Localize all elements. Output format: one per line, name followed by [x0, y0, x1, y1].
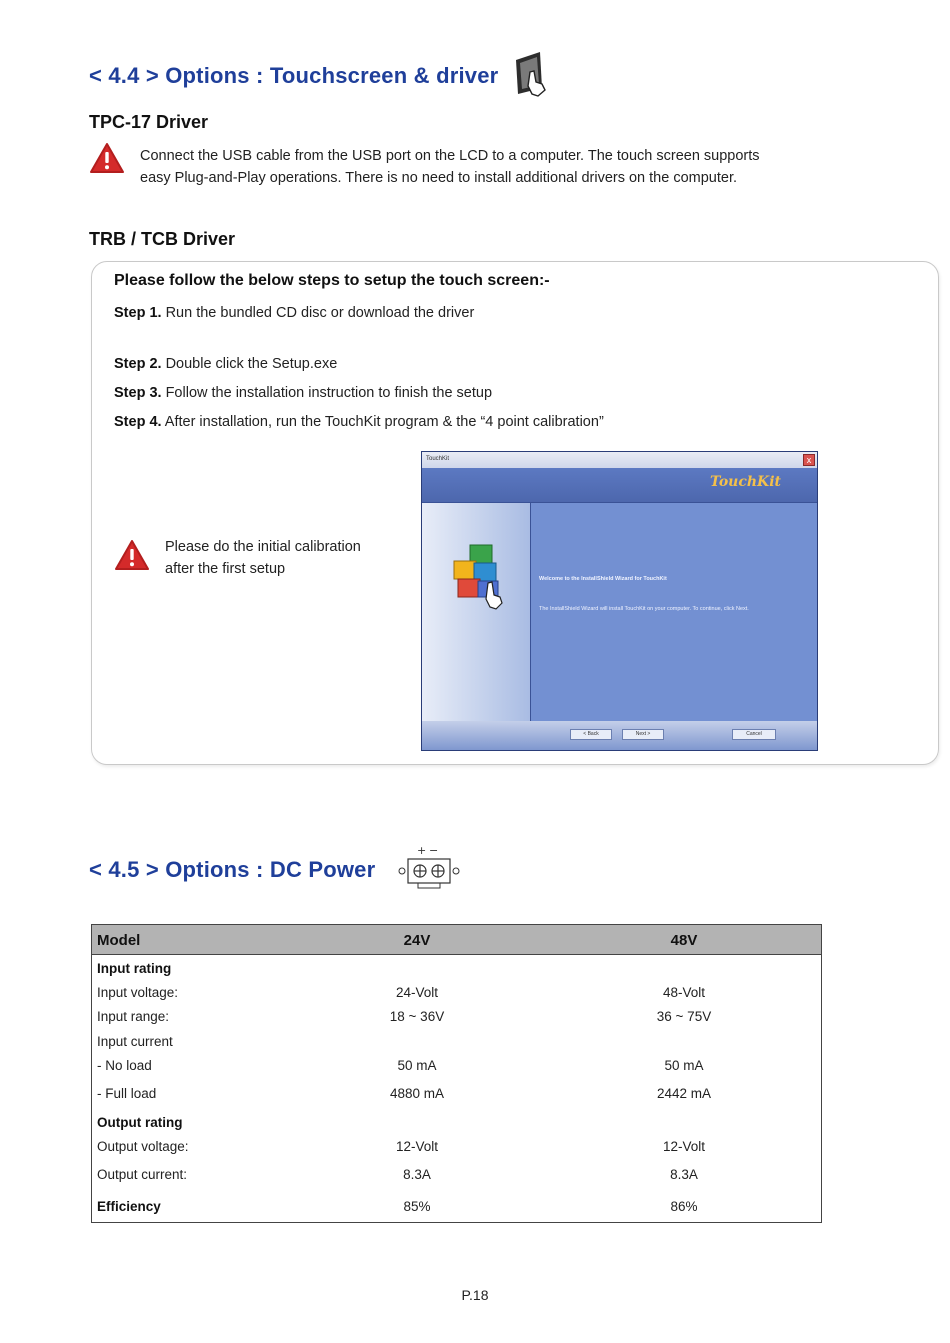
tpc17-note-line-1: Connect the USB cable from the USB port on the LCD to a computer. The touch screen supports — [140, 148, 760, 164]
row-label: Input voltage: — [97, 985, 179, 1000]
cell-48v: 86% — [670, 1199, 698, 1214]
step-3 — [114, 385, 492, 401]
installer-cubes-icon — [450, 543, 510, 618]
cell-24v: 8.3A — [403, 1167, 431, 1182]
cell-48v: 12-Volt — [662, 1139, 706, 1154]
step-1-label: Step 1. — [114, 305, 162, 321]
row-label: Output current: — [97, 1167, 188, 1182]
cell-24v: 50 mA — [397, 1058, 437, 1073]
step-2 — [114, 356, 337, 372]
calibration-note-line-1: Please do the initial calibration — [165, 539, 361, 555]
row-label: Output voltage: — [97, 1139, 189, 1154]
installer-welcome-text: Welcome to the InstallShield Wizard for TouchKit — [539, 576, 667, 582]
step-1 — [114, 305, 474, 321]
next-button[interactable]: Next > — [622, 729, 664, 740]
trb-tcb-driver-heading: TRB / TCB Driver — [89, 229, 236, 249]
section-title-dc-power: < 4.5 > Options : DC Power — [89, 857, 376, 882]
step-3-label: Step 3. — [114, 385, 162, 401]
cell-48v: 8.3A — [670, 1167, 698, 1182]
row-label: Input rating — [97, 961, 172, 976]
installer-title: TouchKit — [426, 456, 450, 462]
minus-sign: − — [429, 844, 439, 857]
installer-button-bar — [422, 721, 817, 750]
cell-48v: 2442 mA — [656, 1086, 712, 1101]
installer-title-bar — [422, 452, 817, 468]
step-3-text: Follow the installation instruction to finish the setup — [161, 385, 493, 401]
cell-24v: 18 ~ 36V — [389, 1009, 445, 1024]
row-label: Input range: — [97, 1009, 170, 1024]
step-4-text: After installation, run the TouchKit program & the “4 point calibration” — [161, 414, 604, 430]
tpc17-note — [140, 145, 840, 189]
row-label: - Full load — [97, 1086, 157, 1101]
cell-24v: 12-Volt — [395, 1139, 439, 1154]
step-4 — [114, 414, 604, 430]
row-label: Input current — [97, 1034, 173, 1049]
touchkit-brand-logo: TouchKit — [710, 474, 781, 490]
calibration-warning-icon — [114, 539, 150, 571]
plus-sign: + — [417, 844, 427, 857]
tpc17-note-line-2: easy Plug-and-Play operations. There is no need to install additional drivers on the computer. — [140, 170, 737, 186]
row-label: Output rating — [97, 1115, 183, 1130]
installer-header — [422, 468, 817, 503]
back-button[interactable]: < Back — [570, 729, 612, 740]
installer-info-text: The InstallShield Wizard will install TouchKit on your computer. To continue, click Next. — [539, 606, 749, 612]
cell-48v: 36 ~ 75V — [656, 1009, 712, 1024]
cell-48v: 48-Volt — [662, 985, 706, 1000]
calibration-note — [165, 536, 405, 580]
header-48v: 48V — [670, 932, 698, 949]
cell-24v: 24-Volt — [395, 985, 439, 1000]
header-model: Model — [97, 932, 141, 949]
steps-box-heading: Please follow the below steps to setup the touch screen:- — [114, 272, 550, 289]
cell-24v: 4880 mA — [389, 1086, 445, 1101]
warning-icon — [89, 142, 125, 174]
header-24v: 24V — [403, 932, 431, 949]
row-label: Efficiency — [97, 1199, 161, 1214]
step-2-text: Double click the Setup.exe — [161, 356, 338, 372]
cell-24v: 85% — [403, 1199, 431, 1214]
row-label: - No load — [97, 1058, 152, 1073]
step-4-label: Step 4. — [114, 414, 162, 430]
close-icon[interactable]: x — [803, 454, 815, 466]
page-number: P.18 — [461, 1287, 489, 1303]
calibration-note-line-2: after the first setup — [165, 561, 286, 577]
installer-content — [531, 503, 817, 721]
cancel-button[interactable]: Cancel — [732, 729, 776, 740]
dc-power-connector-icon — [396, 843, 462, 889]
section-title-touchscreen: < 4.4 > Options : Touchscreen & driver — [89, 63, 499, 88]
installer-side-panel — [422, 503, 531, 721]
touch-hand-icon — [512, 50, 552, 98]
tpc17-driver-heading: TPC-17 Driver — [89, 112, 209, 132]
cell-48v: 50 mA — [664, 1058, 704, 1073]
step-1-text: Run the bundled CD disc or download the driver — [161, 305, 475, 321]
touchkit-installer-window — [421, 451, 818, 751]
step-2-label: Step 2. — [114, 356, 162, 372]
